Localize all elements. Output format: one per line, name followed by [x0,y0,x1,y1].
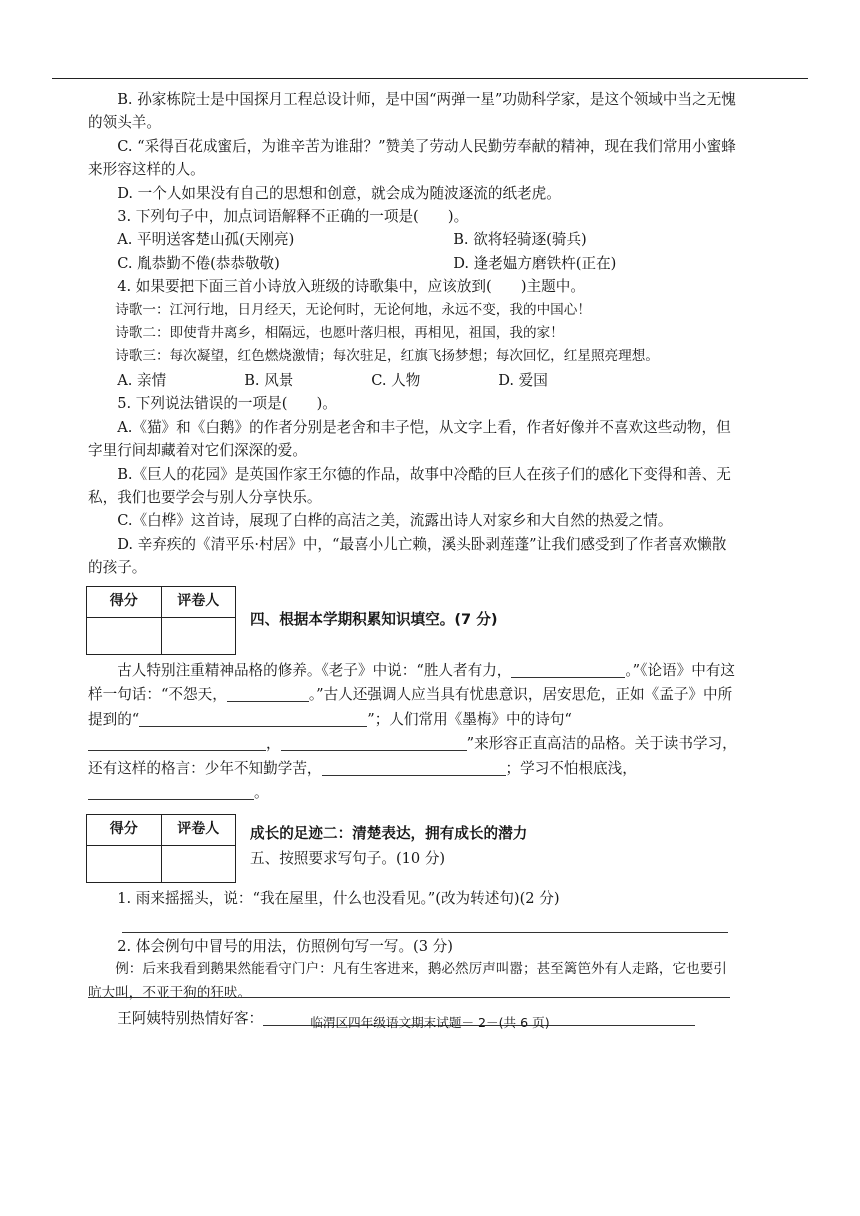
q4-poem-3: 诗歌三：每次凝望，红色燃烧激情；每次驻足，红旗飞扬梦想；每次回忆，红星照亮理想。 [115,348,659,365]
q4-poem-1: 诗歌一：江河行地，日月经天，无论何时，无论何地，永远不变，我的中国心！ [115,301,591,318]
score-label-2: 得分 [87,814,162,845]
q4-options [88,369,738,392]
fill-text-1: 古人特别注重精神品格的修养。《老子》中说：“胜人者有力， [117,661,512,679]
q2-option-c: C. “采得百花成蜜后，为谁辛苦为谁甜？”赞美了劳动人民勤劳奉献的精神，现在我们常用小蜜蜂来形容这样的人。 [88,137,736,179]
score-box-2 [86,814,236,883]
score-label: 得分 [87,586,162,617]
s5-prompt: 王阿姨特别热情好客： [117,1010,264,1028]
grader-cell[interactable] [161,617,236,654]
score-box [86,586,236,655]
s5-q1: 1. 雨来摇摇头，说：“我在屋里，什么也没看见。”(改为转述句)(2 分) [117,889,560,907]
answer-rule-bottom[interactable] [88,997,730,998]
growth-heading: 成长的足迹二：清楚表达，拥有成长的潜力 [250,824,528,842]
q3-stem: 3. 下列句子中，加点词语解释不正确的一项是( )。 [117,208,469,226]
q4-stem: 4. 如果要把下面三首小诗放入班级的诗歌集中，应该放到( )主题中。 [117,278,585,296]
blank-momei-2[interactable] [281,734,467,751]
s5-example: 例：后来我看到鹅果然能看守门户：凡有生客进来，鹅必然厉声叫嚣；甚至篱笆外有人走路，它也要引吭大叫，不亚于狗的狂吠。 [88,961,727,1001]
blank-qinxue-cont[interactable] [426,759,506,776]
grader-label: 评卷人 [161,586,236,617]
top-rule [52,78,808,79]
grader-label-2: 评卷人 [161,814,236,845]
q3-option-c: C. 胤恭勤不倦(恭恭敬敬) [117,254,280,272]
q5-option-d: D. 辛弃疾的《清平乐·村居》中，“最喜小儿亡赖，溪头卧剥莲蓬”让我们感受到了作者喜欢懒散的孩子。 [88,535,727,577]
page-footer: 临渭区四年级语文期末试题－ 2－(共 6 页) [310,1015,550,1030]
q3-row-2 [88,252,738,275]
section-5-header [86,814,738,883]
section-4-header [86,586,738,655]
blank-laozi[interactable] [511,661,625,678]
q4-option-c: C. 人物 [371,371,421,389]
grader-cell-2[interactable] [161,845,236,882]
exam-page [88,88,738,1031]
q3-row-1 [88,228,738,251]
blank-gendi[interactable] [88,783,254,800]
q4-poem-2: 诗歌二：即使背井离乡，相隔远，也愿叶落归根，再相见，祖国，我的家！ [115,325,564,342]
blank-momei-1[interactable] [88,734,266,751]
fill-text-6: ”来形容正直高洁的品格。关于读书学习，还有这样的格言：少年不知勤学苦， [88,735,737,777]
fill-text-8: 。 [254,784,269,802]
q4-option-a: A. 亲情 [117,371,167,389]
s5-q1-answer-line[interactable] [122,918,728,933]
section-4-title: 四、根据本学期积累知识填空。(7 分) [250,611,498,629]
q2-option-d: D. 一个人如果没有自己的思想和创意，就会成为随波逐流的纸老虎。 [117,184,561,202]
score-cell-2[interactable] [87,845,162,882]
s5-q2: 2. 体会例句中冒号的用法，仿照例句写一写。(3 分) [117,937,453,955]
fill-text-4: ”；人们常用《墨梅》中的诗句“ [367,710,572,728]
blank-qinxue[interactable] [322,759,426,776]
section-5-title: 五、按照要求写句子。(10 分) [250,849,446,867]
q5-option-b: B.《巨人的花园》是英国作家王尔德的作品，故事中冷酷的巨人在孩子们的感化下变得和善、无私，我们也要学会与别人分享快乐。 [88,465,731,506]
blank-mengzi[interactable] [139,710,367,727]
q3-option-d: D. 逢老媪方磨铁杵(正在) [453,254,617,272]
q3-option-b: B. 欲将轻骑逐(骑兵) [453,231,587,249]
q5-stem: 5. 下列说法错误的一项是( )。 [117,395,337,413]
fill-text-2: 。”《论语》中有这样一句话：“不怨天， [88,661,736,704]
fill-text-7: ；学习不怕根底浅， [505,759,637,777]
q3-option-a: A. 平明送客楚山孤(天刚亮) [117,231,295,249]
q5-option-a: A.《猫》和《白鹅》的作者分别是老舍和丰子恺，从文字上看，作者好像并不喜欢这些动物，但字里行间却藏着对它们深深的爱。 [88,418,731,460]
fill-text-5: ， [266,735,281,753]
q4-option-b: B. 风景 [244,371,294,389]
section-5-titles [250,814,527,871]
fill-text-3: 。”古人还强调人应当具有忧患意识，居安思危，正如《孟子》中所提到的“ [88,686,733,728]
q2-option-b: B. 孙家栋院士是中国探月工程总设计师，是中国“两弹一星”功勋科学家，是这个领域中当之无愧的领头羊。 [88,91,736,132]
score-cell[interactable] [87,617,162,654]
q5-option-c: C.《白桦》这首诗，展现了白桦的高洁之美，流露出诗人对家乡和大自然的热爱之情。 [117,512,673,530]
q4-option-d: D. 爱国 [498,371,548,389]
section-4-fill-text [88,659,738,806]
blank-lunyu[interactable] [227,685,309,702]
